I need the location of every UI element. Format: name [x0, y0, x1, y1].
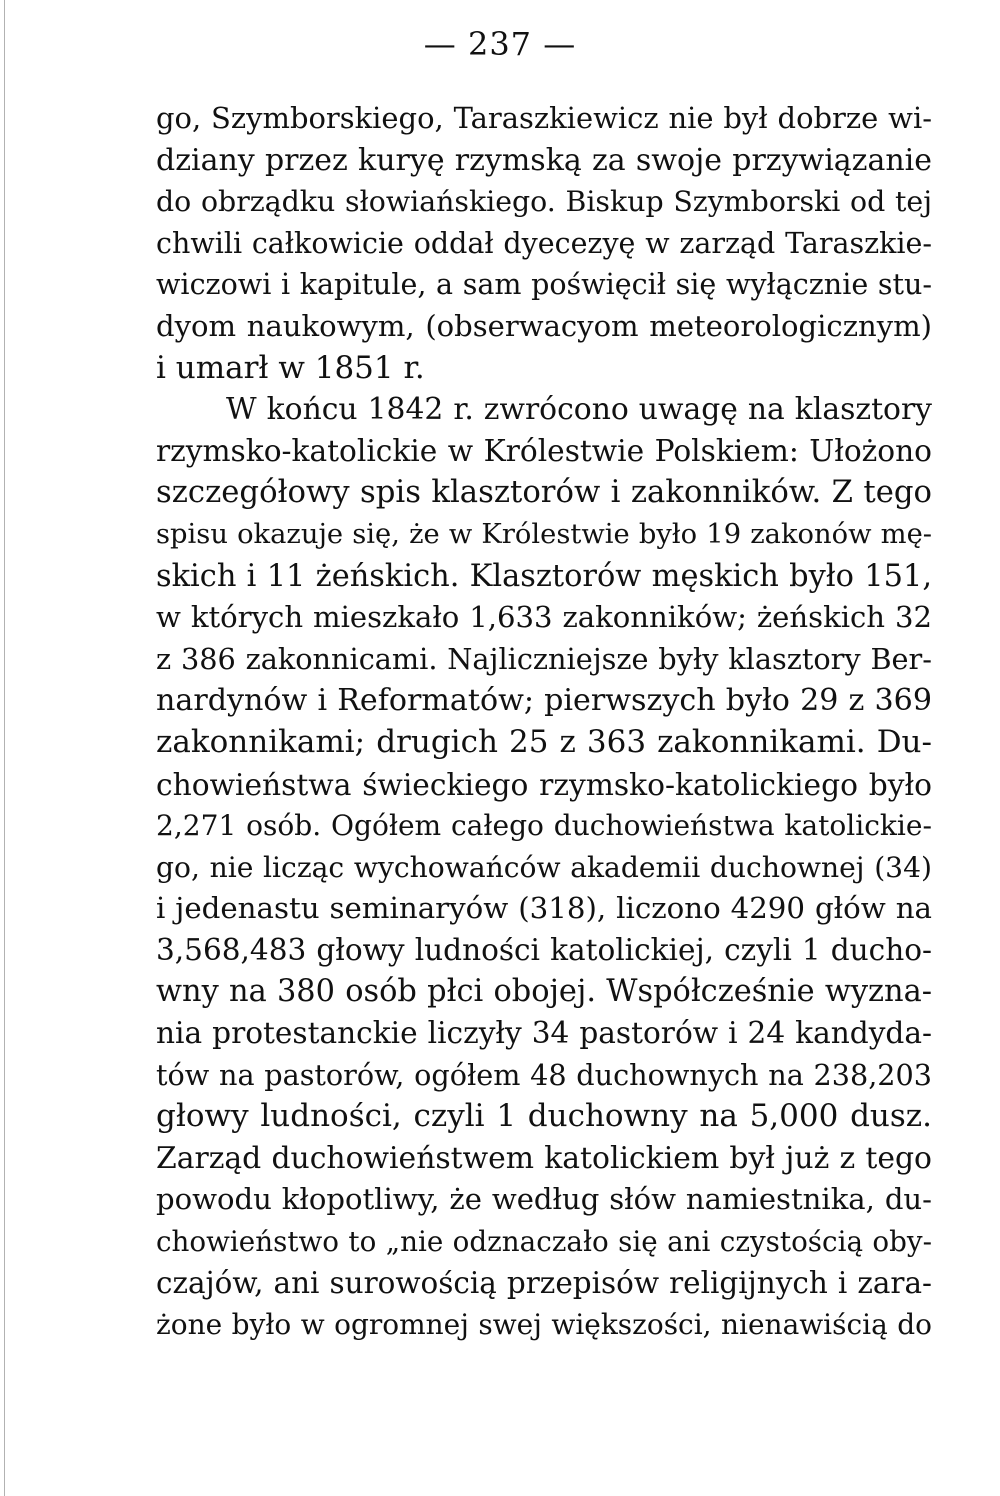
text-line: do obrządku słowiańskiego. Biskup Szymborski od tej	[156, 185, 932, 219]
text-line: go, Szymborskiego, Taraszkiewicz nie był dobrze wi-	[156, 101, 932, 135]
text-line: rzymsko-katolickie w Królestwie Polskiem: Ułożono	[156, 433, 932, 468]
text-line: Zarząd duchowieństwem katolickiem był już z tego	[156, 1140, 932, 1176]
text-line: w których mieszkało 1,633 zakonników; żeńskich 32	[156, 600, 932, 635]
text-line: chowieństwo to „nie odznaczało się ani czystością oby-	[156, 1225, 932, 1259]
text-line: chowieństwa świeckiego rzymsko-katolickiego było	[156, 766, 932, 802]
text-line: nardynów i Reformatów; pierwszych było 29 z 369	[156, 683, 932, 719]
text-line: szczegółowy spis klasztorów i zakonników. Z tego	[156, 475, 932, 511]
text-line: chwili całkowicie oddał dyecezyę w zarząd Taraszkie-	[156, 226, 932, 260]
text-line: 2,271 osób. Ogółem całego duchowieństwa katolickie-	[156, 809, 932, 843]
text-line: dyom naukowym, (obserwacyom meteorologicznym)	[156, 308, 932, 343]
text-line: dziany przez kuryę rzymską za swoje przywiązanie	[156, 142, 932, 178]
text-line: i umarł w 1851 r.	[156, 349, 425, 386]
text-line: spisu okazuje się, że w Królestwie było 19 zakonów mę-	[156, 518, 932, 550]
text-line: czajów, ani surowością przepisów religijnych i zara-	[156, 1265, 932, 1300]
text-line: zakonnikami; drugich 25 z 363 zakonnikami. Du-	[156, 723, 932, 760]
text-line: wny na 380 osób płci obojej. Współcześnie wyzna-	[156, 974, 932, 1010]
text-line: powodu kłopotliwy, że według słów namiestnika, du-	[156, 1182, 932, 1217]
page-edge	[4, 0, 5, 1496]
text-line: żone było w ogromnej swej większości, nienawiścią do	[156, 1308, 932, 1342]
text-line: wiczowi i kapitule, a sam poświęcił się wyłącznie stu-	[156, 267, 932, 302]
text-line: głowy ludności, czyli 1 duchowny na 5,000 dusz.	[156, 1098, 932, 1135]
text-line: i jedenastu seminaryów (318), liczono 4290 głów na	[156, 891, 932, 926]
text-line: z 386 zakonnicami. Najliczniejsze były klasztory Ber-	[156, 641, 932, 676]
text-line: tów na pastorów, ogółem 48 duchownych na 238,203	[156, 1057, 932, 1092]
body-text	[156, 98, 932, 1346]
text-line: nia protestanckie liczyły 34 pastorów i 24 kandyda-	[156, 1016, 932, 1051]
text-line: skich i 11 żeńskich. Klasztorów męskich było 151,	[156, 558, 932, 594]
text-line: 3,568,483 głowy ludności katolickiej, czyli 1 ducho-	[156, 932, 932, 967]
page-number-header: — 237 —	[423, 25, 577, 63]
paragraph-start-line: W końcu 1842 r. zwrócono uwagę na klasztory	[226, 392, 932, 428]
text-line: go, nie licząc wychowańców akademii duchownej (34)	[156, 850, 932, 884]
